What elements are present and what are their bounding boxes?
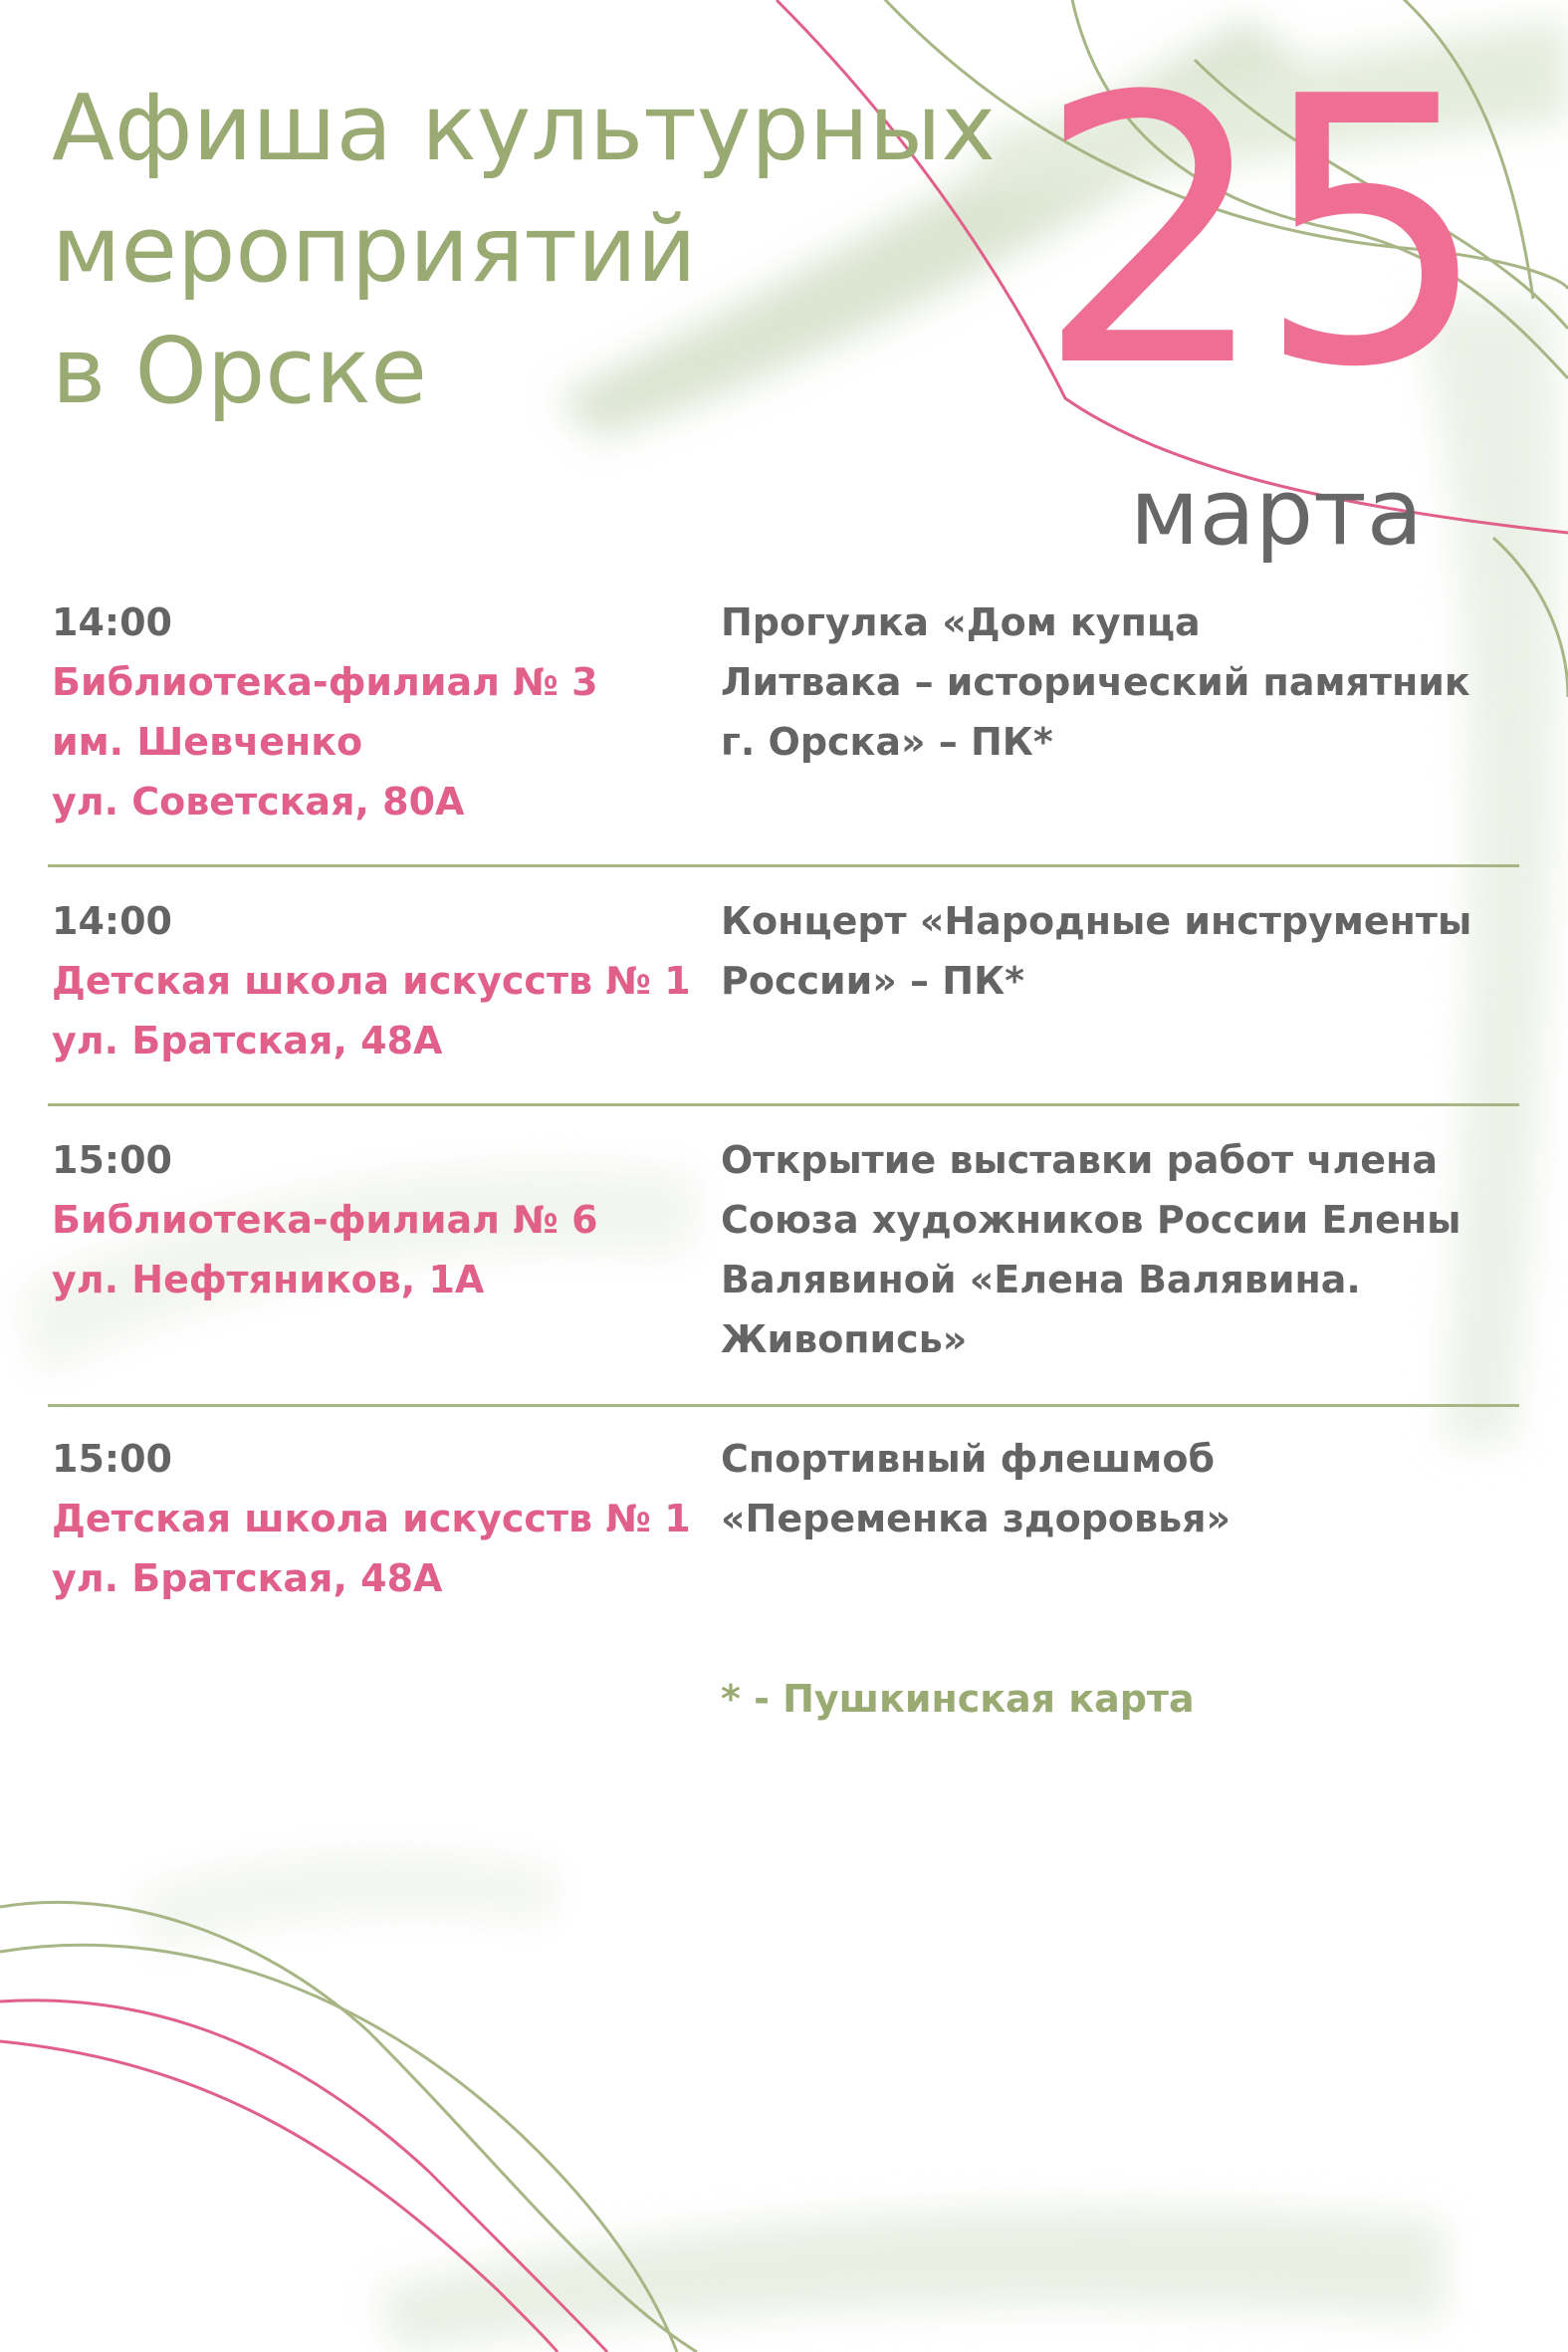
event-info (52, 592, 709, 831)
event-venue-line: ул. Братская, 48А (52, 1556, 443, 1600)
event-description-line: Спортивный флешмоб (721, 1437, 1215, 1481)
event-description-line: Открытие выставки работ члена (721, 1138, 1438, 1182)
event-description (721, 592, 1527, 772)
footnote: * - Пушкинская карта (721, 1677, 1195, 1721)
event-venue-line: Детская школа искусств № 1 (52, 959, 691, 1003)
event-description-line: Концерт «Народные инструменты (721, 899, 1472, 943)
event-venue-line: Библиотека-филиал № 3 (52, 660, 598, 704)
event-description-line: Союза художников России Елены (721, 1198, 1461, 1242)
date-month: марта (1130, 459, 1424, 566)
event-description-line: Литвака – исторический памятник (721, 660, 1470, 704)
divider (48, 1404, 1519, 1407)
event-venue-line: ул. Нефтяников, 1А (52, 1258, 485, 1301)
title-line: мероприятий (52, 196, 697, 303)
divider (48, 864, 1519, 867)
event-venue-line: им. Шевченко (52, 720, 363, 764)
event-description-line: Живопись» (721, 1317, 968, 1361)
event-description (721, 891, 1527, 1011)
event-info (52, 1429, 709, 1608)
event-time: 15:00 (52, 1437, 172, 1481)
event-description (721, 1429, 1527, 1548)
event-description-line: Прогулка «Дом купца (721, 600, 1201, 644)
event-description-line: г. Орска» – ПК* (721, 720, 1053, 764)
title-line: в Орске (52, 318, 428, 424)
event-description-line: Валявиной «Елена Валявина. (721, 1258, 1361, 1301)
event-info (52, 1130, 709, 1309)
divider (48, 1103, 1519, 1106)
event-venue-line: Библиотека-филиал № 6 (52, 1198, 598, 1242)
event-time: 14:00 (52, 600, 172, 644)
title-line: Афиша культурных (52, 75, 996, 181)
event-description-line: «Переменка здоровья» (721, 1497, 1232, 1540)
event-info (52, 891, 709, 1070)
event-venue-line: Детская школа искусств № 1 (52, 1497, 691, 1540)
event-description-line: России» – ПК* (721, 959, 1025, 1003)
date-day: 25 (1035, 20, 1476, 448)
event-time: 14:00 (52, 899, 172, 943)
event-description (721, 1130, 1527, 1369)
event-time: 15:00 (52, 1138, 172, 1182)
event-venue-line: ул. Советская, 80А (52, 780, 465, 823)
page-title (52, 68, 996, 432)
event-venue-line: ул. Братская, 48А (52, 1019, 443, 1062)
